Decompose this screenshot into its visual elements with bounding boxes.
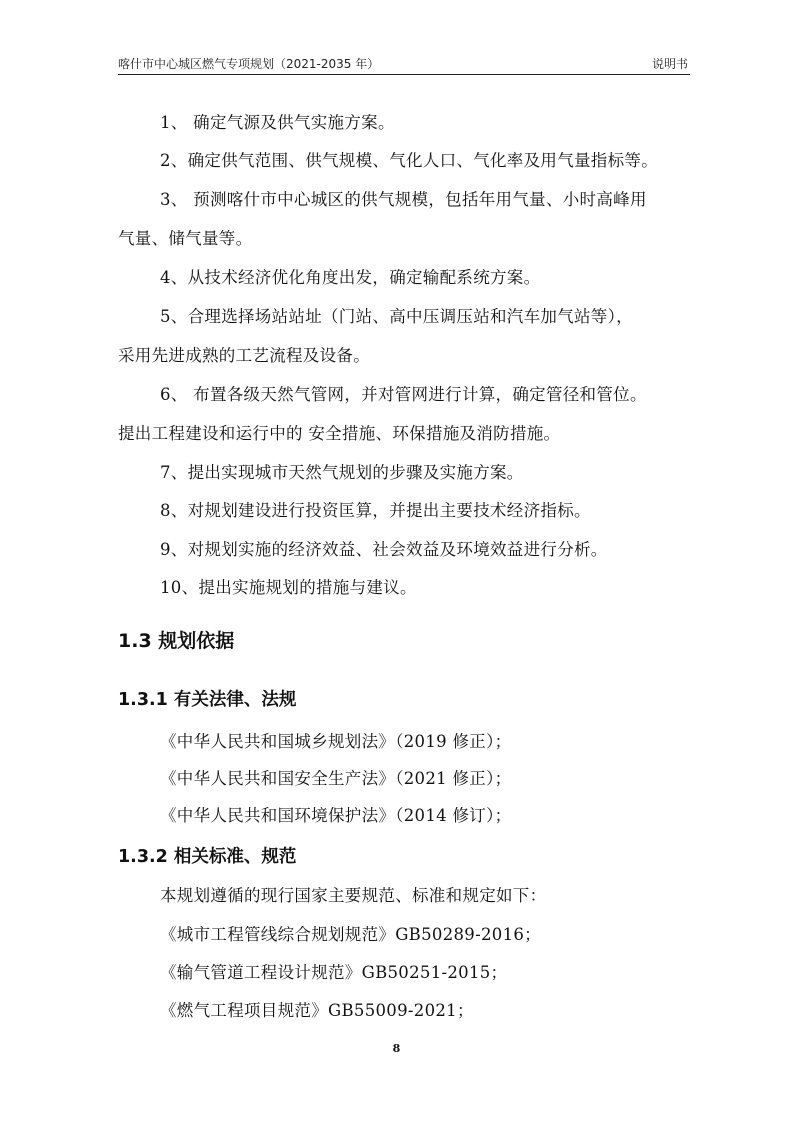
standard-item: 《城市工程管线综合规划规范》GB50289-2016； [160,925,541,944]
law-item: 《中华人民共和国环境保护法》（2014 修订）； [160,806,512,825]
section-heading-1-3-1: 1.3.1 有关法律、法规 [118,690,297,710]
document-section: 说明书 [651,57,688,71]
list-item: 6、 布置各级天然气管网，并对管网进行计算，确定管径和管位。 [160,385,647,404]
standard-item: 《输气管道工程设计规范》GB50251-2015； [160,963,508,982]
list-item: 5、合理选择场站站址（门站、高中压调压站和汽车加气站等）， [160,307,633,326]
list-item: 4、从技术经济优化角度出发，确定输配系统方案。 [160,268,541,287]
page-number: 8 [392,1042,401,1055]
standards-intro: 本规划遵循的现行国家主要规范、标准和规定如下： [160,886,547,905]
list-item: 8、对规划建设进行投资匡算，并提出主要技术经济指标。 [160,501,591,520]
list-item: 1、 确定气源及供气实施方案。 [160,113,395,132]
section-heading-1-3: 1.3 规划依据 [118,630,235,652]
document-title: 喀什市中心城区燃气专项规划（2021-2035 年） [118,57,380,71]
list-item: 2、确定供气范围、供气规模、气化人口、气化率及用气量指标等。 [160,151,658,170]
law-item: 《中华人民共和国城乡规划法》（2019 修正）； [160,732,512,751]
list-item-continuation: 采用先进成熟的工艺流程及设备。 [118,346,370,365]
section-heading-1-3-2: 1.3.2 相关标准、规范 [118,847,297,867]
list-item: 3、 预测喀什市中心城区的供气规模，包括年用气量、小时高峰用 [160,190,647,209]
law-item: 《中华人民共和国安全生产法》（2021 修正）； [160,769,512,788]
list-item-continuation: 气量、储气量等。 [118,229,253,248]
standard-item: 《燃气工程项目规范》GB55009-2021； [160,1001,474,1020]
list-item: 10、提出实施规划的措施与建议。 [160,578,417,597]
list-item: 7、提出实现城市天然气规划的步骤及实施方案。 [160,463,524,482]
list-item: 9、对规划实施的经济效益、社会效益及环境效益进行分析。 [160,540,608,559]
page-header [118,52,690,75]
list-item-continuation: 提出工程建设和运行中的 安全措施、环保措施及消防措施。 [118,424,561,443]
